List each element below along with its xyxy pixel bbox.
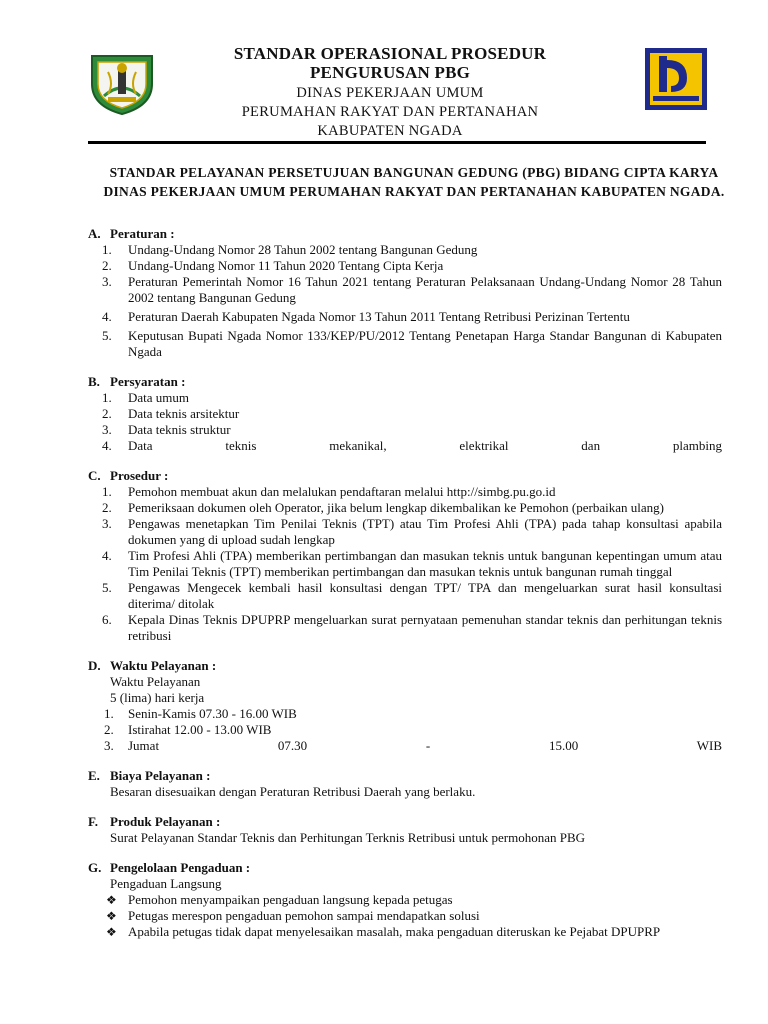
section-text: Waktu Pelayanan [110, 674, 201, 689]
section-text: Pengaduan Langsung [110, 876, 222, 891]
section-letter: D. [88, 658, 101, 673]
item-number: 5. [102, 580, 112, 595]
section-biaya-pelayanan [88, 768, 722, 800]
section-heading: Prosedur : [110, 468, 169, 483]
item-number: 1. [104, 706, 114, 721]
list-item [88, 328, 722, 360]
document-body [88, 226, 722, 940]
item-number: 2. [104, 722, 114, 737]
item-number: 1. [102, 484, 112, 499]
list-item [88, 484, 722, 500]
item-text: Undang-Undang Nomor 11 Tahun 2020 Tentang Cipta Kerja [128, 258, 444, 273]
list-item [88, 438, 722, 454]
section-peraturan [88, 226, 722, 360]
header-agency-line2: PERUMAHAN RAKYAT DAN PERTANAHAN [241, 104, 539, 120]
item-number: 5. [102, 328, 112, 343]
header-agency-line1: DINAS PEKERJAAN UMUM [296, 85, 484, 101]
item-number: 3. [102, 422, 112, 437]
section-heading: Pengelolaan Pengaduan : [110, 860, 251, 875]
item-text: Istirahat 12.00 - 13.00 WIB [128, 722, 272, 737]
section-waktu-pelayanan [88, 658, 722, 754]
list-item [88, 722, 722, 738]
section-heading: Persyaratan : [110, 374, 186, 389]
item-text: Peraturan Pemerintah Nomor 16 Tahun 2021 tentang Peraturan Pelaksanaan Undang-Undang Nomor 28 Tahun 2002 tentang Bangunan Gedung [128, 274, 722, 305]
item-number: 3. [102, 274, 112, 289]
item-text: Peraturan Daerah Kabupaten Ngada Nomor 13 Tahun 2011 Tentang Retribusi Perizinan Tertentu [128, 309, 630, 324]
section-heading: Waktu Pelayanan : [110, 658, 217, 673]
header-title-line2: PENGURUSAN PBG [309, 63, 471, 82]
item-text: Data umum [128, 390, 190, 405]
item-number: 2. [102, 258, 112, 273]
item-number: 2. [102, 500, 112, 515]
item-number: 1. [102, 390, 112, 405]
item-number: 2. [102, 406, 112, 421]
item-text: Kepala Dinas Teknis DPUPRP mengeluarkan surat pernyataan pemenuhan standar teknis dan perhitungan teknis retribusi [128, 612, 722, 643]
section-letter: G. [88, 860, 102, 875]
list-item [88, 309, 722, 325]
section-letter: B. [88, 374, 100, 389]
header-agency [190, 84, 590, 141]
item-number: 4. [102, 438, 112, 453]
bullet-text: Petugas merespon pengaduan pemohon sampai mendapatkan solusi [128, 908, 480, 923]
bullet-text: Pemohon menyampaikan pengaduan langsung kepada petugas [128, 892, 453, 907]
list-item [88, 580, 722, 612]
list-item [88, 738, 722, 754]
pu-ministry-logo-icon [645, 48, 707, 110]
section-text: Besaran disesuaikan dengan Peraturan Retribusi Daerah yang berlaku. [110, 784, 476, 799]
header-agency-line3: KABUPATEN NGADA [317, 123, 463, 139]
section-heading: Biaya Pelayanan : [110, 768, 211, 783]
section-letter: F. [88, 814, 98, 829]
item-number: 4. [102, 548, 112, 563]
item-number: 4. [102, 309, 112, 324]
document-title: STANDAR PELAYANAN PERSETUJUAN BANGUNAN GEDUNG (PBG) BIDANG CIPTA KARYA DINAS PEKERJAAN UMUM PERUMAHAN RAKYAT DAN PERTANAHAN KABUPATEN NGADA. [103, 165, 725, 199]
list-item [88, 422, 722, 438]
item-text: Jumat 07.30 - 15.00 WIB [128, 738, 722, 753]
section-pengelolaan-pengaduan [88, 860, 722, 940]
section-text: Surat Pelayanan Standar Teknis dan Perhitungan Terknis Retribusi untuk permohonan PBG [110, 830, 586, 845]
list-item [88, 612, 722, 644]
item-text: Undang-Undang Nomor 28 Tahun 2002 tentang Bangunan Gedung [128, 242, 478, 257]
item-text: Senin-Kamis 07.30 - 16.00 WIB [128, 706, 297, 721]
bullet-text: Apabila petugas tidak dapat menyelesaikan masalah, maka pengaduan diteruskan ke Pejabat DPUPRP [128, 924, 661, 939]
list-item [88, 500, 722, 516]
item-text: Tim Profesi Ahli (TPA) memberikan pertimbangan dan masukan teknis untuk bangunan kepentingan umum atau Tim Penilai Teknis (TPT) memberikan pertimbangan dan masukan teknis untuk bangunan rumah tinggal [128, 548, 722, 579]
section-letter: A. [88, 226, 101, 241]
header-title [190, 44, 590, 82]
item-text: Pemeriksaan dokumen oleh Operator, jika belum lengkap dikembalikan ke Pemohon (perbaikan ulang) [128, 500, 664, 515]
list-item [88, 390, 722, 406]
section-letter: C. [88, 468, 101, 483]
item-text: Data teknis arsitektur [128, 406, 240, 421]
ngada-regency-emblem-icon [86, 50, 158, 116]
list-item [88, 406, 722, 422]
item-text: Keputusan Bupati Ngada Nomor 133/KEP/PU/2012 Tentang Penetapan Harga Standar Bangunan di Kabupaten Ngada [128, 328, 722, 359]
item-number: 1. [102, 242, 112, 257]
item-number: 6. [102, 612, 112, 627]
diamond-bullet-icon: ❖ [106, 893, 117, 907]
section-persyaratan [88, 374, 722, 454]
item-text: Pengawas menetapkan Tim Penilai Teknis (TPT) atau Tim Profesi Ahli (TPA) pada tahap konsultasi apabila dokumen yang di upload sudah lengkap [128, 516, 722, 547]
section-letter: E. [88, 768, 100, 783]
list-item [88, 258, 722, 274]
item-number: 3. [102, 516, 112, 531]
list-item [88, 706, 722, 722]
header-divider [88, 141, 706, 144]
diamond-bullet-icon: ❖ [106, 909, 117, 923]
section-produk-pelayanan [88, 814, 722, 846]
section-prosedur [88, 468, 722, 644]
diamond-bullet-icon: ❖ [106, 925, 117, 939]
list-item [88, 516, 722, 548]
item-text: Data teknis struktur [128, 422, 231, 437]
bullet-item [88, 908, 722, 924]
item-text: Pemohon membuat akun dan melalukan pendaftaran melalui http://simbg.pu.go.id [128, 484, 556, 499]
bullet-item [88, 924, 722, 940]
item-number: 3. [104, 738, 114, 753]
item-text: Pengawas Mengecek kembali hasil konsultasi dengan TPT/ TPA dan mengeluarkan surat hasil konsultasi diterima/ ditolak [128, 580, 722, 611]
item-text: Data teknis mekanikal, elektrikal dan plambing [128, 438, 722, 453]
header-title-line1: STANDAR OPERASIONAL PROSEDUR [233, 44, 547, 63]
bullet-item [88, 892, 722, 908]
list-item [88, 242, 722, 258]
list-item [88, 548, 722, 580]
section-text: 5 (lima) hari kerja [110, 690, 205, 705]
list-item [88, 274, 722, 306]
section-heading: Peraturan : [110, 226, 175, 241]
section-heading: Produk Pelayanan : [110, 814, 221, 829]
